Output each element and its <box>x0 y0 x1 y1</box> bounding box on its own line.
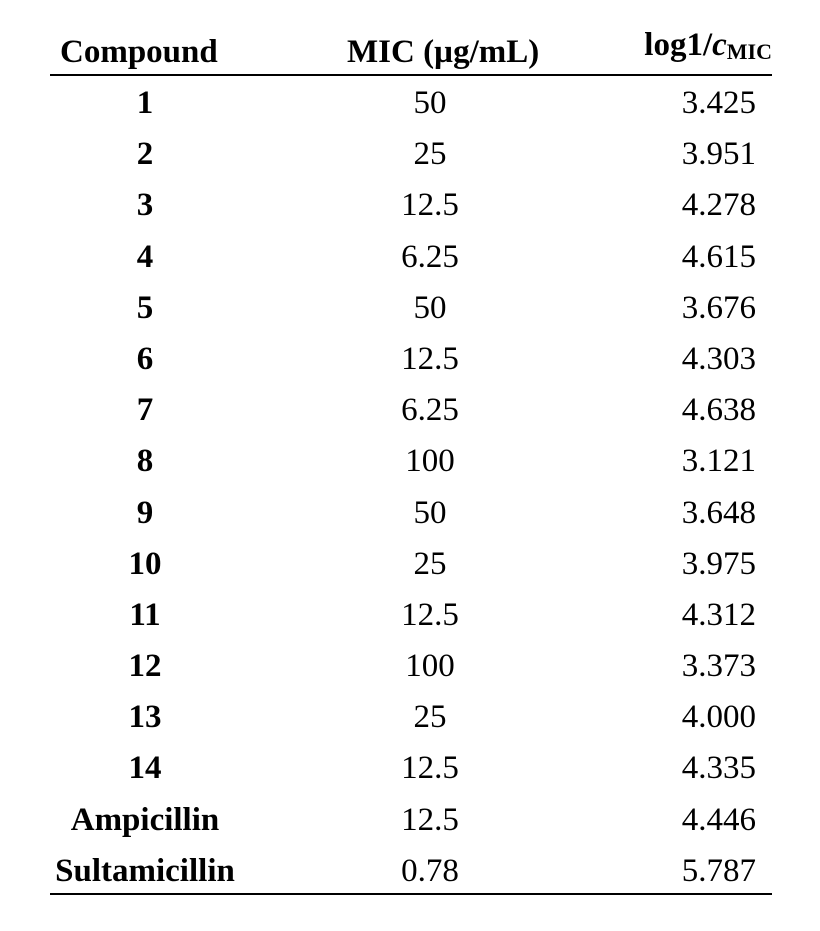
table-row <box>50 127 772 178</box>
cell-mic: 12.5 <box>401 801 459 838</box>
cell-log: 3.373 <box>681 648 756 685</box>
table-row <box>50 76 772 127</box>
table-row <box>50 793 772 844</box>
header-mic: MIC (µg/mL) <box>347 34 540 70</box>
cell-compound: 14 <box>128 750 162 787</box>
cell-compound: 12 <box>128 648 162 685</box>
table-row <box>50 383 772 434</box>
table-row <box>50 844 772 895</box>
header-log <box>644 26 772 71</box>
cell-log: 4.335 <box>681 750 756 787</box>
cell-compound: 1 <box>136 85 154 121</box>
cell-log: 3.975 <box>681 545 756 582</box>
cell-log: 3.648 <box>681 494 756 531</box>
table-row <box>50 486 772 537</box>
cell-compound: 8 <box>136 443 154 480</box>
cell-mic: 25 <box>413 136 447 173</box>
cell-log: 4.278 <box>681 187 756 224</box>
cell-log: 4.615 <box>681 238 756 275</box>
cell-log: 4.312 <box>681 596 756 633</box>
cell-mic: 100 <box>405 648 455 685</box>
mic-table <box>50 27 772 895</box>
cell-compound: 10 <box>128 545 162 582</box>
cell-log: 4.638 <box>681 392 756 429</box>
table-row <box>50 639 772 690</box>
table-row <box>50 230 772 281</box>
cell-log: 4.000 <box>681 699 756 736</box>
cell-log: 3.951 <box>681 136 756 173</box>
table-row <box>50 434 772 485</box>
table-body <box>50 76 772 895</box>
header-log-prefix: log1/ <box>644 27 713 63</box>
table-header <box>50 27 772 76</box>
cell-compound: 13 <box>128 699 162 736</box>
cell-mic: 12.5 <box>401 187 459 224</box>
header-compound: Compound <box>60 34 218 70</box>
table-row <box>50 690 772 741</box>
cell-mic: 6.25 <box>401 392 459 429</box>
table-row <box>50 281 772 332</box>
cell-compound: Sultamicillin <box>55 852 235 889</box>
cell-mic: 6.25 <box>401 238 459 275</box>
cell-mic: 50 <box>413 85 447 121</box>
cell-mic: 50 <box>413 289 447 326</box>
table-row <box>50 741 772 792</box>
cell-log: 4.303 <box>681 340 756 377</box>
cell-compound: 3 <box>136 187 154 224</box>
cell-mic: 12.5 <box>401 340 459 377</box>
cell-compound: 4 <box>136 238 154 275</box>
cell-log: 3.425 <box>681 85 756 121</box>
table-row <box>50 178 772 229</box>
cell-log: 5.787 <box>681 852 756 889</box>
cell-mic: 25 <box>413 699 447 736</box>
table-row <box>50 537 772 588</box>
cell-log: 3.121 <box>681 443 756 480</box>
cell-mic: 100 <box>405 443 455 480</box>
header-log-var: c <box>712 27 727 63</box>
cell-compound: Ampicillin <box>70 801 220 838</box>
cell-compound: 6 <box>136 340 154 377</box>
cell-compound: 7 <box>136 392 154 429</box>
cell-mic: 50 <box>413 494 447 531</box>
cell-mic: 12.5 <box>401 596 459 633</box>
cell-compound: 5 <box>136 289 154 326</box>
cell-mic: 25 <box>413 545 447 582</box>
table-row <box>50 332 772 383</box>
cell-mic: 0.78 <box>401 852 459 889</box>
cell-log: 4.446 <box>681 801 756 838</box>
cell-mic: 12.5 <box>401 750 459 787</box>
cell-compound: 11 <box>129 596 161 633</box>
cell-log: 3.676 <box>681 289 756 326</box>
cell-compound: 9 <box>136 494 154 531</box>
header-log-sub: MIC <box>726 39 772 64</box>
table-row <box>50 588 772 639</box>
cell-compound: 2 <box>136 136 154 173</box>
